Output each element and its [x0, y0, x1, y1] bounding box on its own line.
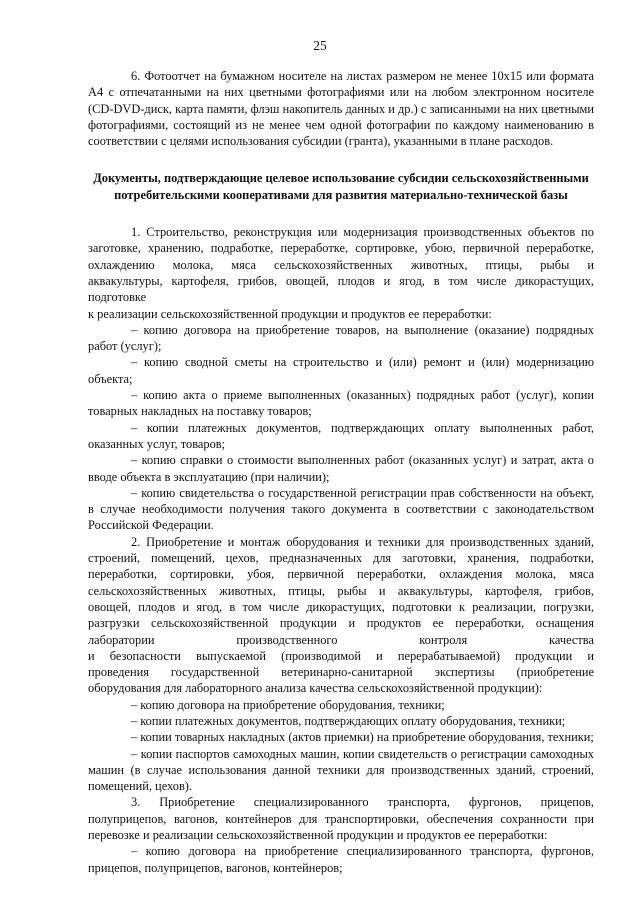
- item-1-bullet: – копии платежных документов, подтверждающих оплату выполненных работ, оказанных услуг, товаров;: [88, 420, 594, 451]
- item-2-bullet: – копию договора на приобретение оборудования, техники;: [131, 697, 445, 712]
- item-1-line: к реализации сельскохозяйственной продукции и продуктов ее переработки:: [88, 306, 492, 321]
- item-3-line: полуприцепов, вагонов, контейнеров для транспортировки, обеспечения сохранности при: [88, 811, 594, 826]
- item-2-line: строений, помещений, цехов, предназначенных для заготовки, хранения, подработки,: [88, 551, 594, 566]
- item-3-bullet: – копию договора на приобретение специализированного транспорта, фургонов, прицепов, полуприцепов, вагонов, контейнеров;: [88, 844, 594, 875]
- item-2-bullet: – копии платежных документов, подтверждающих оплату оборудования, техники;: [131, 713, 566, 728]
- item-2: [88, 534, 594, 697]
- item-1-bullet: – копию сводной сметы на строительство и (или) ремонт и (или) модернизацию объекта;: [88, 355, 594, 386]
- page-number: 25: [313, 38, 327, 53]
- item-2-line: и безопасности выпускаемой (производимой и перерабатываемой) продукции и: [88, 648, 594, 663]
- item-3: [88, 794, 594, 843]
- item-1-line: заготовке, хранению, подработке, переработке, сортировке, убою, первичной переработке,: [88, 241, 594, 256]
- item-1: [88, 224, 594, 322]
- item-2-bullet: – копии паспортов самоходных машин, копии свидетельств о регистрации самоходных машин (в случае использования данной техники для производственных зданий, строений, помещений, цехов).: [88, 746, 594, 794]
- item-1-line: подготовке: [88, 290, 147, 305]
- item-1-line: 1. Строительство, реконструкция или модернизация производственных объектов по: [131, 225, 594, 240]
- item-2-line: лаборатории производственного контроля качества: [88, 632, 594, 647]
- page-content: [88, 68, 594, 876]
- item-1-line: аквакультуры, картофеля, грибов, овощей, плодов и ягод, в том числе дикорастущих,: [88, 273, 594, 288]
- item-3-line: перевозке и реализации сельскохозяйственной продукции и продуктов ее переработки:: [88, 828, 548, 843]
- item-2-line: проведения государственной ветеринарно-санитарной экспертизы (приобретение: [88, 665, 594, 680]
- section-heading: Документы, подтверждающие целевое использование субсидии сельскохозяйственными потребительскими кооперативами для развития материально-технической базы: [93, 171, 589, 202]
- item-1-bullet: – копию свидетельства о государственной регистрации прав собственности на объект, в случае необходимости получения такого документа в соответствии с законодательством Российской Федерации.: [88, 485, 594, 533]
- item-2-line: овощей, плодов и ягод, в том числе дикорастущих, подготовки к реализации, погрузки,: [88, 599, 594, 614]
- item-2-line: оборудования для лабораторного анализа качества сельскохозяйственной продукции):: [88, 681, 543, 696]
- item-6-paragraph: 6. Фотоотчет на бумажном носителе на листах размером не менее 10х15 или формата А4 с отпечатанными на них цветными фотографиями или на любом электронном носителе (CD-DVD-диск, карта памяти, флэш накопитель данных и др.) с записанными на них цветными фотографиями, состоящий из не менее чем одной фотографии по каждому наименованию в соответствии с целями использования субсидии (гранта), указанными в плане расходов.: [88, 69, 594, 149]
- item-2-line: сельскохозяйственных животных, птицы, рыбы и аквакультуры, картофеля, грибов,: [88, 583, 594, 598]
- item-1-bullet: – копию справки о стоимости выполненных работ (оказанных услуг) и затрат, акта о вводе объекта в эксплуатацию (при наличии);: [88, 453, 594, 484]
- item-1-bullet: – копию акта о приеме выполненных (оказанных) подрядных работ (услуг), копии товарных накладных на поставку товаров;: [88, 388, 594, 419]
- item-2-line: переработки, сортировки, убоя, первичной переработки, охлаждения молока, мяса: [88, 567, 594, 582]
- item-2-line: разгрузки сельскохозяйственной продукции и продуктов ее переработки, оснащения: [88, 616, 594, 631]
- item-2-bullet: – копии товарных накладных (актов приемки) на приобретение оборудования, техники;: [131, 730, 594, 745]
- item-1-bullet: – копию договора на приобретение товаров, на выполнение (оказание) подрядных работ (услуг);: [88, 322, 594, 354]
- item-1-line: охлаждению молока, мяса сельскохозяйственных животных, птицы, рыбы и: [88, 257, 594, 272]
- item-2-line: 2. Приобретение и монтаж оборудования и техники для производственных зданий,: [131, 534, 594, 549]
- item-3-line: 3. Приобретение специализированного транспорта, фургонов, прицепов,: [131, 795, 594, 810]
